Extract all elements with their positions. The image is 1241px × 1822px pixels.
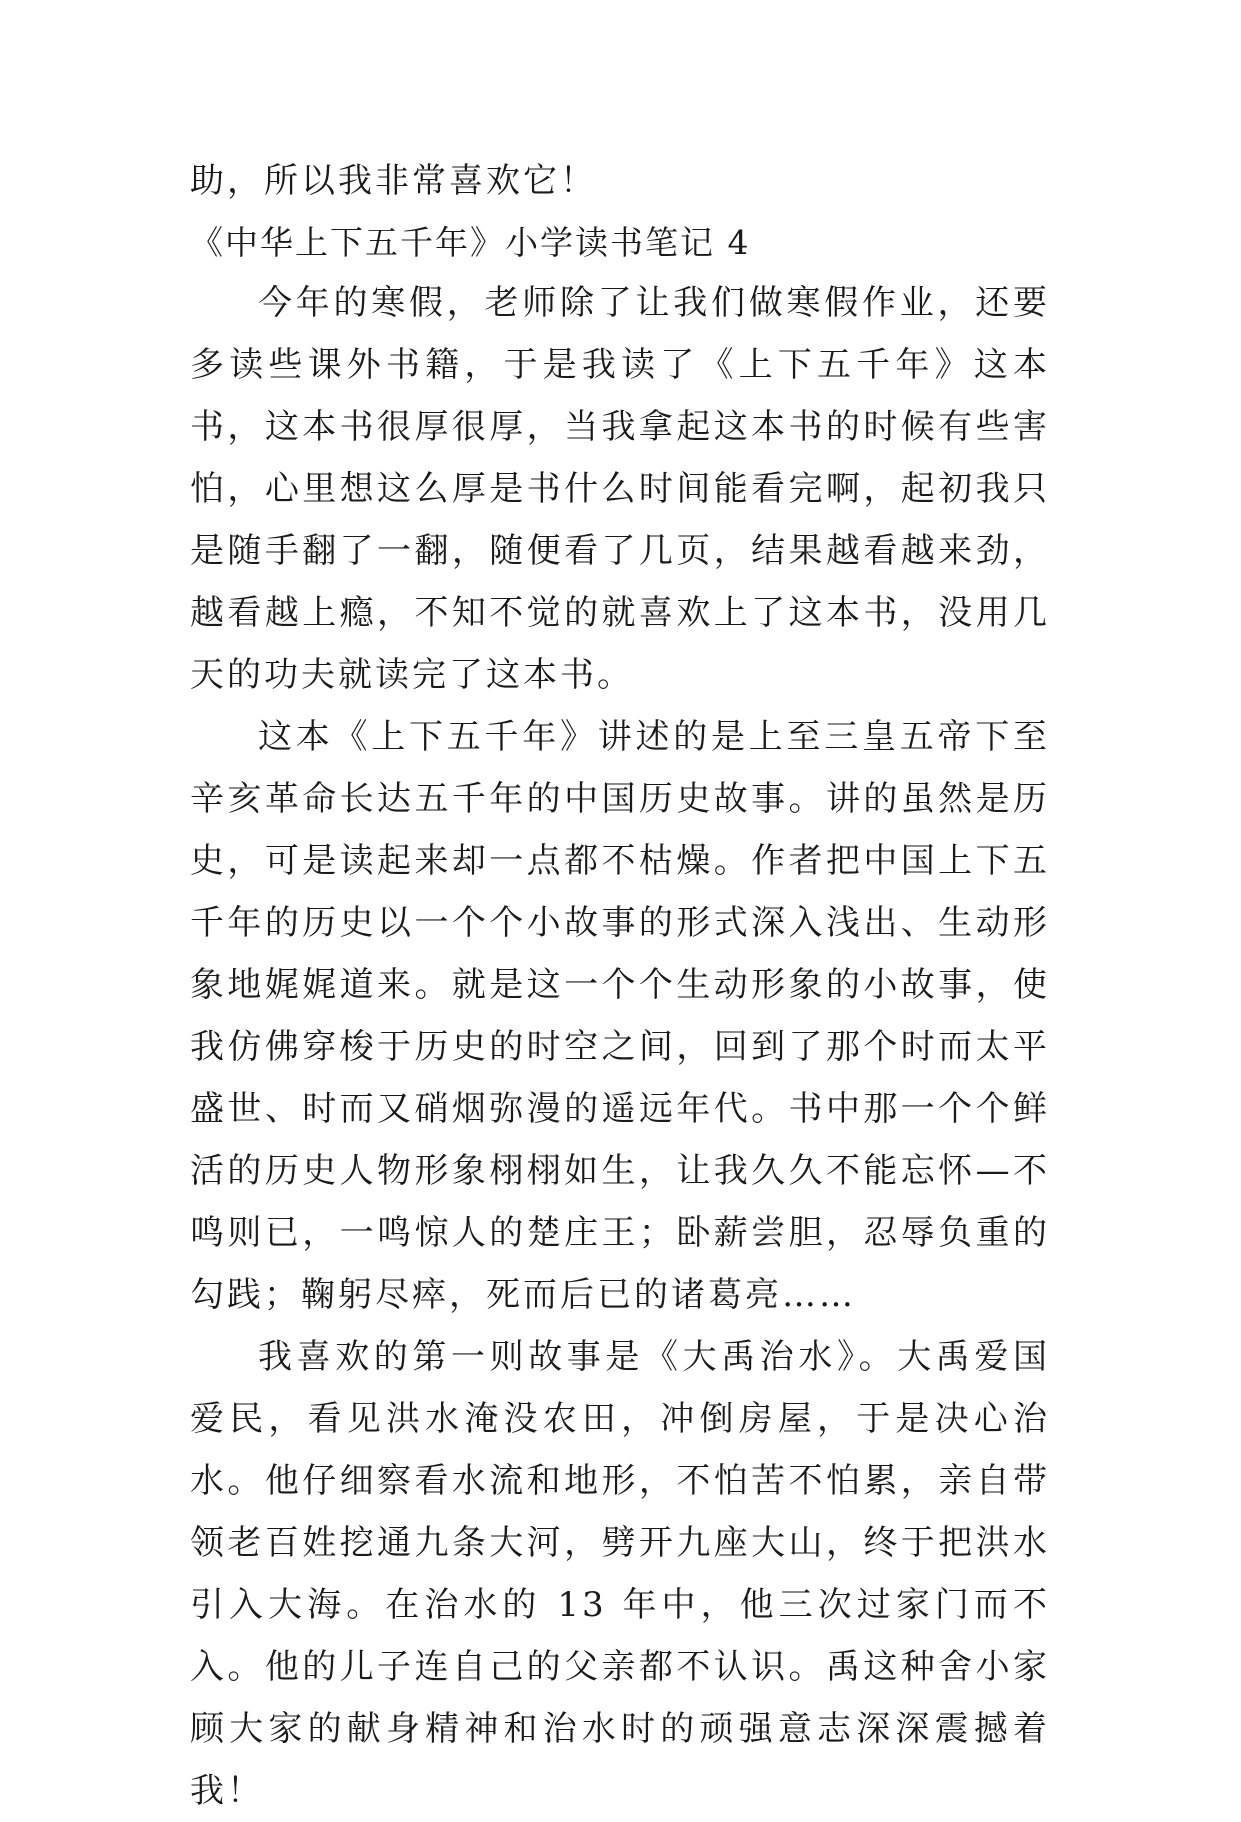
document-body (190, 150, 1050, 1822)
paragraph-1: 今年的寒假，老师除了让我们做寒假作业，还要多读些课外书籍，于是我读了《上下五千年》这本书，这本书很厚很厚，当我拿起这本书的时候有些害怕，心里想这么厚是书什么时间能看完啊，起初我只是随手翻了一翻，随便看了几页，结果越看越来劲，越看越上瘾，不知不觉的就喜欢上了这本书，没用几天的功夫就读完了这本书。 (190, 283, 1050, 695)
paragraph-3: 我喜欢的第一则故事是《大禹治水》。大禹爱国爱民，看见洪水淹没农田，冲倒房屋，于是决心治水。他仔细察看水流和地形，不怕苦不怕累，亲自带领老百姓挖通九条大河，劈开九座大山，终于把洪水引入大海。在治水的 13 年中，他三次过家门而不入。他的儿子连自己的父亲都不认识。禹这种舍小家顾大家的献身精神和治水时的顽强意志深深震撼着我！ (190, 1337, 1050, 1811)
continuation-line: 助，所以我非常喜欢它！ (190, 161, 597, 201)
paragraph-2: 这本《上下五千年》讲述的是上至三皇五帝下至辛亥革命长达五千年的中国历史故事。讲的虽然是历史，可是读起来却一点都不枯燥。作者把中国上下五千年的历史以一个个小故事的形式深入浅出、生动形象地娓娓道来。就是这一个个生动形象的小故事，使我仿佛穿梭于历史的时空之间，回到了那个时而太平盛世、时而又硝烟弥漫的遥远年代。书中那一个个鲜活的历史人物形象栩栩如生，让我久久不能忘怀—不鸣则已，一鸣惊人的楚庄王；卧薪尝胆，忍辱负重的勾践；鞠躬尽瘁，死而后已的诸葛亮…… (190, 717, 1050, 1315)
section-heading: 《中华上下五千年》小学读书笔记 4 (190, 223, 751, 262)
